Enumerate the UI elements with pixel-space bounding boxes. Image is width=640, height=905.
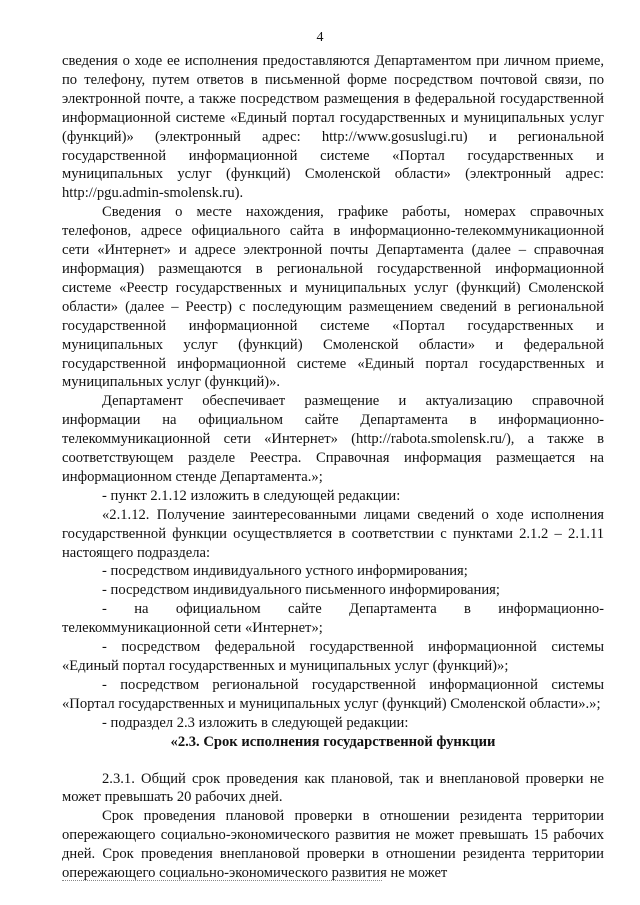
list-item-federal-portal: - посредством федеральной государственной информационной системы «Единый портал государственных и муниципальных услуг (функций)»;: [62, 639, 604, 674]
section-heading-2-3: «2.3. Срок исполнения государственной функции: [170, 733, 496, 750]
paragraph-2-1-12: «2.1.12. Получение заинтересованными лицами сведений о ходе исполнения государственной функции осуществляется в соответствии с пунктами 2.1.2 – 2.1.11 настоящего подраздела:: [62, 506, 604, 561]
paragraph-amend-2-1-12: - пункт 2.1.12 изложить в следующей редакции:: [102, 487, 401, 504]
paragraph-reference-info: Сведения о месте нахождения, графике работы, номерах справочных телефонов, адресе официального сайта в информационно-телекоммуникационной сети «Интернет» и адресе электронной почты Департамента (далее – справочная информация) размещаются в региональной государственной информационной системе «Реестр государственных и муниципальных услуг (функций) Смоленской области» (далее – Реестр) с последующим размещением сведений в региональной государственной информационной системе «Портал государственных и муниципальных услуг (функций) Смоленской области» и федеральной государственной информационной системе «Единый портал государственных и муниципальных услуг (функций)».: [62, 204, 604, 391]
paragraph-contact-info: сведения о ходе ее исполнения предоставляются Департаментом при личном приеме, по телефону, путем ответов в письменной форме посредством почтовой связи, по электронной почте, а также посредством размещения в федеральной государственной информационной системе «Единый портал государственных и муниципальных услуг (функций)» (электронный адрес: http://www.gosuslugi.ru) и региональной государственной информационной системе «Портал государственных и муниципальных услуг (функций) Смоленской области» (электронный адрес: http://pgu.admin-smolensk.ru).: [62, 53, 604, 202]
list-item-oral: - посредством индивидуального устного информирования;: [102, 563, 468, 580]
paragraph-department-website: Департамент обеспечивает размещение и актуализацию справочной информации на официальном сайте Департамента в информационно-телекоммуникационной сети «Интернет» (http://rabota.smolensk.ru/), а также в соответствующем разделе Реестра. Справочная информация размещается на информационном стенде Департамента.»;: [62, 393, 604, 485]
footer-divider: [62, 880, 382, 882]
list-item-regional-portal: - посредством региональной государственной информационной системы «Портал государственных и муниципальных услуг (функций) Смоленской области».»;: [62, 676, 604, 712]
list-item-written: - посредством индивидуального письменного информирования;: [102, 582, 500, 599]
page-number: 4: [316, 30, 324, 45]
document-body: [62, 52, 604, 883]
paragraph-2-3-1: 2.3.1. Общий срок проведения как плановой, так и внеплановой проверки не может превышать 20 рабочих дней.: [62, 770, 604, 806]
paragraph-resident-term: Срок проведения плановой проверки в отношении резидента территории опережающего социально-экономического развития не может превышать 15 рабочих дней. Срок проведения внеплановой проверки в отношении резидента территории опережающего социально-экономического развития не может: [62, 808, 604, 882]
paragraph-amend-2-3: - подраздел 2.3 изложить в следующей редакции:: [102, 714, 409, 731]
list-item-website: - на официальном сайте Департамента в информационно-телекоммуникационной сети «Интернет»;: [62, 601, 604, 637]
